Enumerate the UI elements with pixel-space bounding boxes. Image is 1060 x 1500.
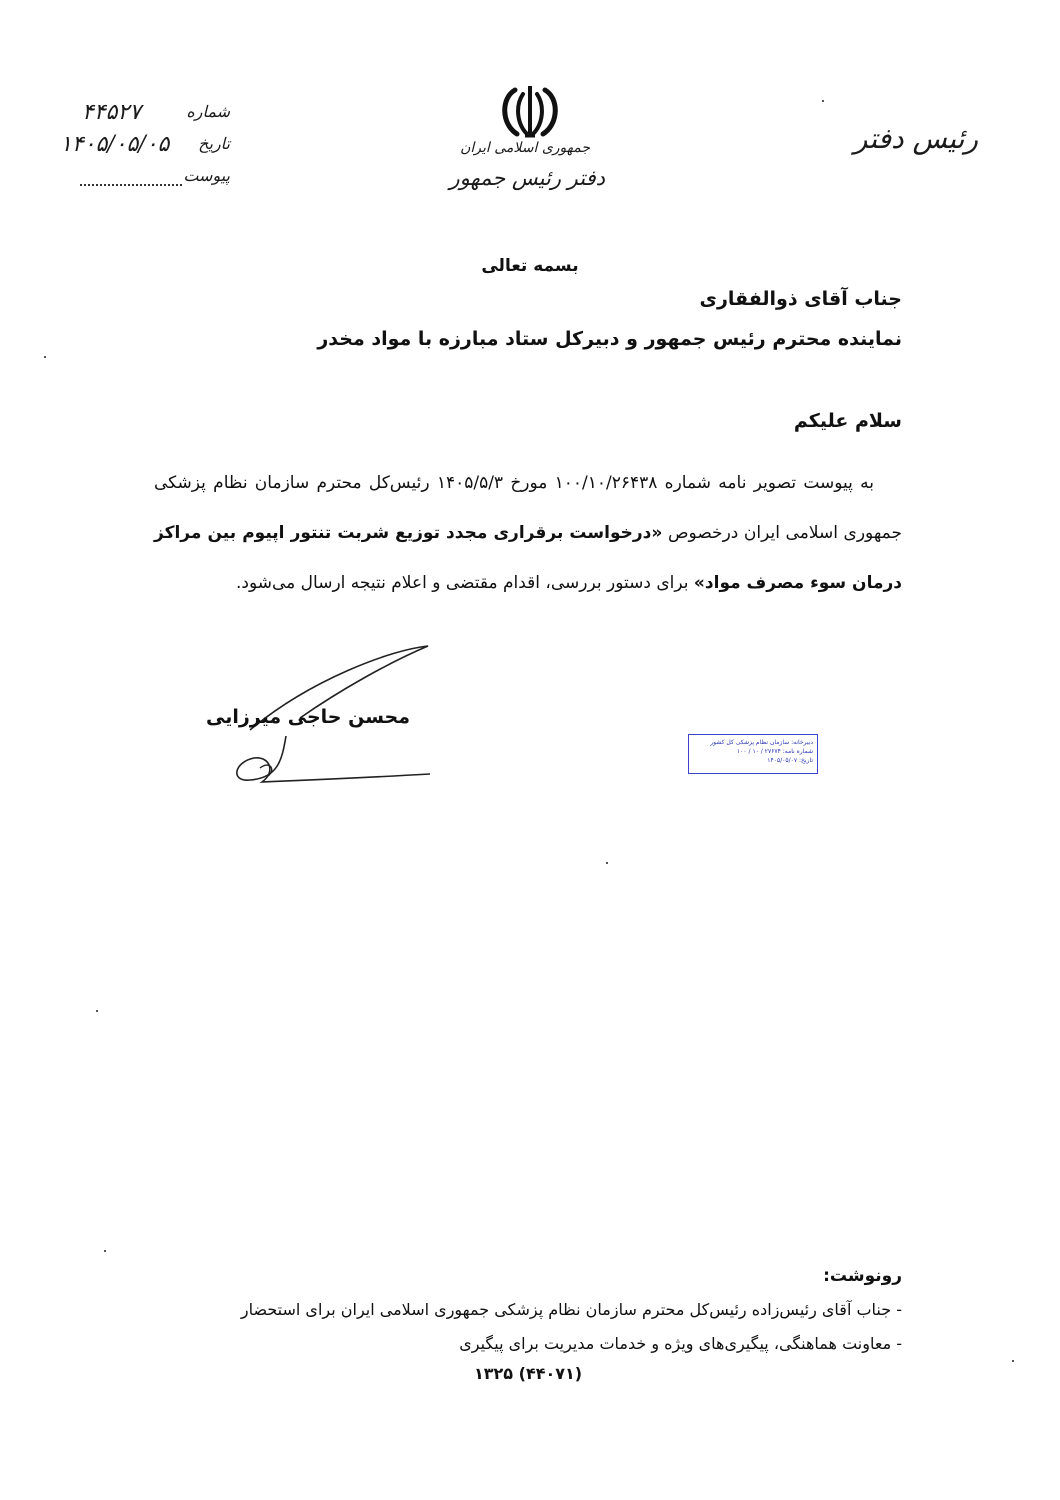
stamp-line3: تاریخ: ۱۴۰۵/۰۵/۰۷ (767, 757, 813, 764)
body-part2: برای دستور بررسی، اقدام مقتضی و اعلام نتیجه ارسال می‌شود. (236, 573, 689, 593)
addressee-title: نماینده محترم رئیس جمهور و دبیرکل ستاد مبارزه با مواد مخدر (317, 328, 902, 350)
attachment-dotted-line (80, 184, 182, 186)
scan-speck (44, 356, 46, 358)
bismillah: بسمه تعالی (481, 256, 579, 276)
greeting: سلام علیکم (793, 410, 902, 432)
scan-speck (606, 862, 608, 864)
stamp-line1: دبیرخانه: سازمان نظام پزشکی کل کشور (710, 739, 813, 746)
date-value: ۱۴۰۵/۰۵/۰۵ (60, 132, 170, 157)
attachment-label: پیوست (183, 166, 230, 185)
cc-item-2: - معاونت هماهنگی، پیگیری‌های ویژه و خدمات مدیریت برای پیگیری (459, 1334, 902, 1353)
letterhead-country: جمهوری اسلامی ایران (460, 140, 590, 156)
body-subject: «درخواست برقراری مجدد توزیع شربت تنتور اپیوم بین مراکز درمان سوء مصرف مواد» (154, 523, 902, 593)
receipt-stamp (688, 734, 818, 774)
number-label: شماره (186, 102, 230, 121)
date-row (60, 134, 230, 166)
document-code: (۴۴۰۷۱) ۱۳۲۵ (474, 1364, 583, 1383)
signatory-name: محسن حاجی میرزایی (206, 706, 411, 728)
cc-item-1: - جناب آقای رئیس‌زاده رئیس‌کل محترم سازمان نظام پزشکی جمهوری اسلامی ایران برای استحضار (240, 1300, 902, 1319)
stamp-line2: شماره نامه: ۲۷۶۷۴ / ۱۰ / ۱۰۰ (736, 748, 813, 755)
scan-speck (104, 1250, 106, 1252)
iran-emblem-icon (497, 84, 563, 138)
scan-speck (96, 1010, 98, 1012)
date-label: تاریخ (198, 134, 230, 153)
scan-speck (822, 100, 824, 102)
scan-speck (1012, 1360, 1014, 1362)
letter-meta (60, 102, 230, 198)
letter-body (154, 458, 902, 608)
number-row (60, 102, 230, 134)
body-part1: به پیوست تصویر نامه شماره ۱۰۰/۱۰/۲۶۴۳۸ مورخ ۱۴۰۵/۵/۳ رئیس‌کل محترم سازمان نظام پزشکی جمهوری اسلامی ایران درخصوص (154, 473, 902, 543)
number-value: ۴۴۵۲۷ (82, 100, 142, 125)
attachment-row (60, 166, 230, 198)
addressee-name: جناب آقای ذوالفقاری (699, 288, 902, 310)
cc-title: رونوشت: (823, 1266, 902, 1286)
office-head-title: رئیس دفتر (853, 122, 978, 155)
letterhead-office: دفتر رئیس جمهور (449, 166, 605, 190)
